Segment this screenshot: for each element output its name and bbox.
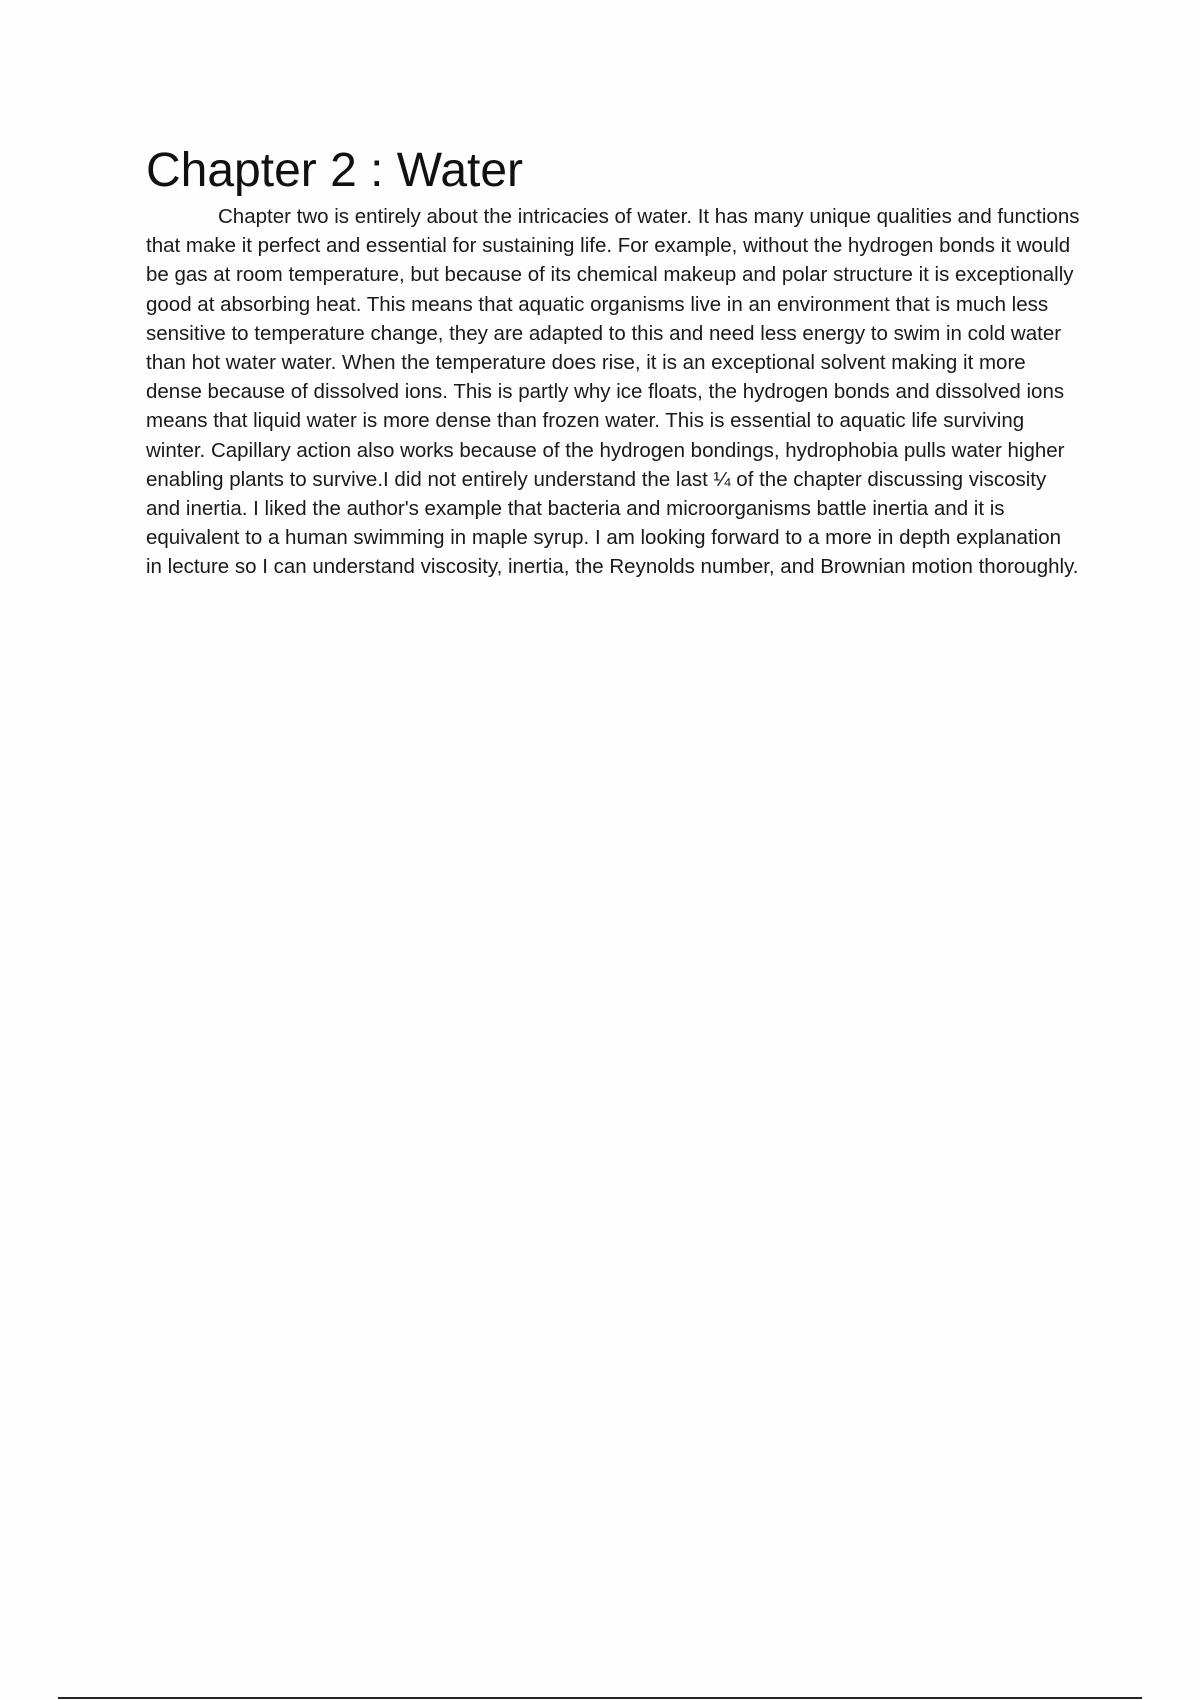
page-title: Chapter 2 : Water [146, 144, 524, 197]
footer-divider [58, 1697, 1142, 1699]
body-paragraph: Chapter two is entirely about the intricacies of water. It has many unique qualities and functions that make it perfect and essential for sustaining life. For example, without the hydrogen bonds it would be gas at room temperature, but because of its chemical makeup and polar structure it is exceptionally good at absorbing heat. This means that aquatic organisms live in an environment that is much less sensitive to temperature change, they are adapted to this and need less energy to swim in cold water than hot water water. When the temperature does rise, it is an exceptional solvent making it more dense because of dissolved ions. This is partly why ice floats, the hydrogen bonds and dissolved ions means that liquid water is more dense than frozen water. This is essential to aquatic life surviving winter. Capillary action also works because of the hydrogen bondings, hydrophobia pulls water higher enabling plants to survive.I did not entirely understand the last ¼ of the chapter discussing viscosity and inertia. I liked the author's example that bacteria and microorganisms battle inertia and it is equivalent to a human swimming in maple syrup. I am looking forward to a more in depth explanation in lecture so I can understand viscosity, inertia, the Reynolds number, and Brownian motion thoroughly. [146, 205, 1080, 579]
page-content [146, 140, 1081, 582]
